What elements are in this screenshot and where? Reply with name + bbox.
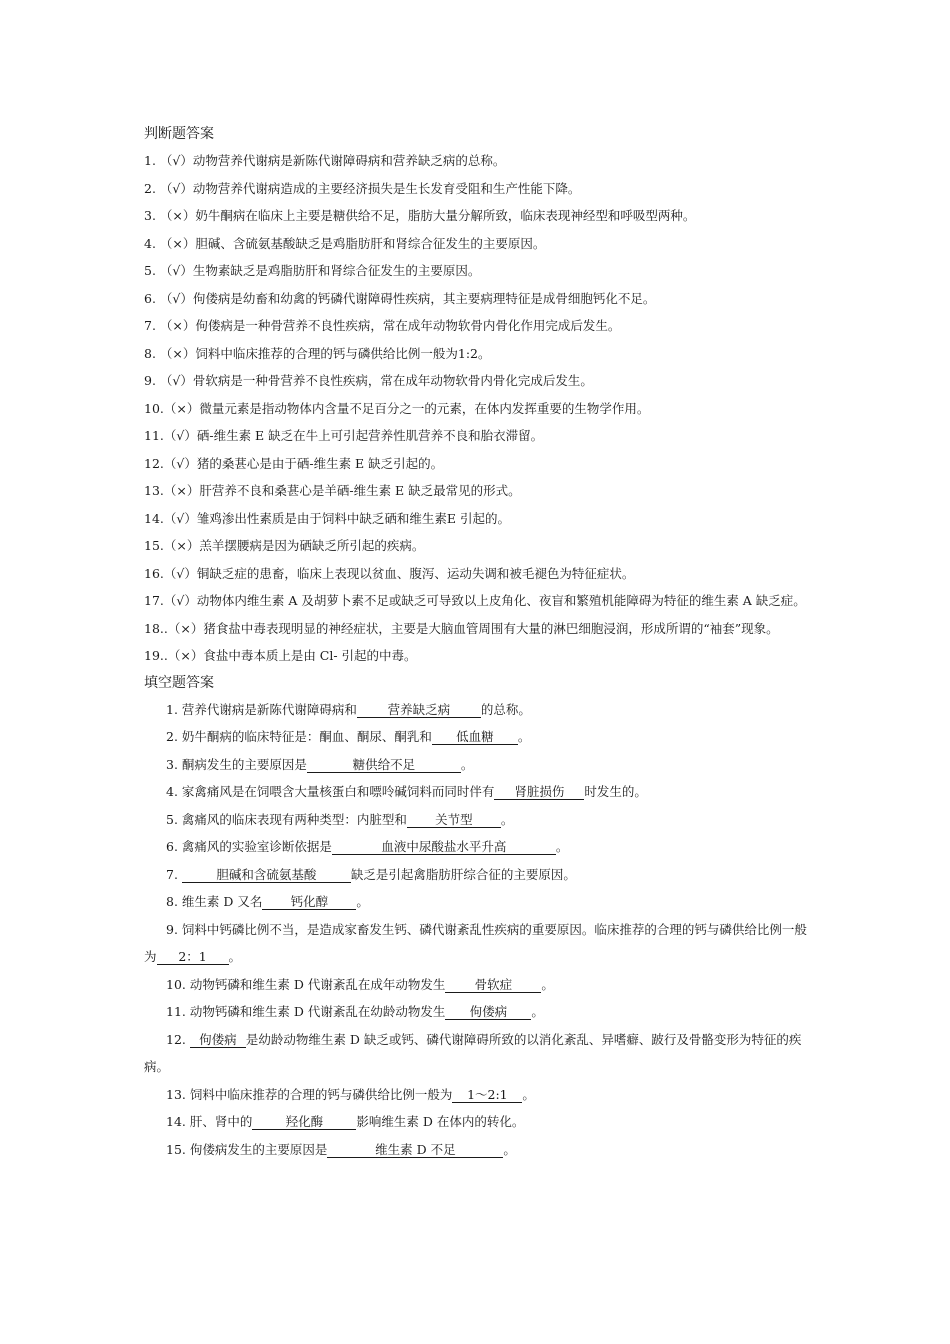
answer-blank: 肾脏损伤 [494, 785, 584, 800]
answer-blank: 营养缺乏病 [357, 703, 481, 718]
judgment-item: 8. （×）饲料中临床推荐的合理的钙与磷供给比例一般为1:2。 [144, 345, 491, 361]
question-text: 。 [356, 894, 369, 909]
fill-item [144, 888, 812, 916]
question-text: 9. 饲料中钙磷比例不当，是造成家畜发生钙、磷代谢紊乱性疾病的重要原因。临床推荐的合理的钙与磷供给比例一般为 [144, 921, 807, 964]
judgment-item: 9. （√）骨软病是一种骨营养不良性疾病，常在成年动物软骨内骨化完成后发生。 [144, 373, 593, 388]
answer-blank: 维生素 D 不足 [327, 1143, 503, 1158]
question-text: 。 [517, 729, 531, 744]
answer-blank: 骨软症 [445, 978, 541, 993]
question-text: 。 [500, 811, 514, 827]
question-text: 13. 饲料中临床推荐的合理的钙与磷供给比例一般为 [166, 1086, 453, 1102]
judgment-item: 15.（×）羔羊摆腰病是因为硒缺乏所引起的疾病。 [144, 538, 425, 553]
judgment-item: 16.（√）铜缺乏症的患畜，临床上表现以贫血、腹泻、运动失调和被毛褪色为特征症状。 [144, 565, 635, 581]
judgment-item: 10.（×）微量元素是指动物体内含量不足百分之一的元素，在体内发挥重要的生物学作用。 [144, 400, 650, 416]
judgment-item: 4. （×）胆碱、含硫氨基酸缺乏是鸡脂肪肝和肾综合征发生的主要原因。 [144, 235, 546, 251]
question-text: 10. 动物钙磷和维生素 D 代谢紊乱在成年动物发生 [166, 976, 446, 992]
fill-item [144, 1026, 812, 1081]
question-text: 5. 禽痛风的临床表现有两种类型：内脏型和 [166, 811, 407, 827]
judgment-item: 18..（×）猪食盐中毒表现明显的神经症状，主要是大脑血管周围有大量的淋巴细胞浸润，形成所谓的“袖套”现象。 [144, 620, 779, 636]
question-text: 。 [531, 1004, 544, 1019]
question-text: 3. 酮病发生的主要原因是 [166, 756, 307, 772]
question-text: 2. 奶牛酮病的临床特征是：酮血、酮尿、酮乳和 [166, 729, 432, 744]
question-text: 1. 营养代谢病是新陈代谢障碍病和 [166, 701, 357, 717]
answer-blank: 关节型 [407, 813, 501, 828]
answer-blank: 1～2:1 [452, 1088, 522, 1103]
judgment-heading: 判断题答案 [144, 126, 214, 142]
question-text: 8. 维生素 D 又名 [166, 894, 263, 909]
question-text: 12. [166, 1031, 190, 1047]
answer-blank: 胆碱和含硫氨基酸 [182, 868, 351, 883]
judgment-item: 12.（√）猪的桑葚心是由于硒-维生素 E 缺乏引起的。 [144, 455, 444, 471]
question-text: 。 [541, 976, 554, 992]
judgment-item: 2. （√）动物营养代谢病造成的主要经济损失是生长发育受阻和生产性能下降。 [144, 180, 581, 196]
judgment-item: 17.（√）动物体内维生素 A 及胡萝卜素不足或缺乏可导致以上皮角化、夜盲和繁殖机能障碍为特征的维生素 A 缺乏症。 [144, 593, 806, 608]
question-text: 7. [166, 866, 182, 882]
judgment-item: 3. （×）奶牛酮病在临床上主要是糖供给不足，脂肪大量分解所致，临床表现神经型和呼吸型两种。 [144, 208, 696, 223]
answer-blank: 糖供给不足 [307, 758, 461, 773]
fill-item [144, 723, 812, 751]
fill-item [144, 1108, 812, 1136]
question-text: 15. 佝偻病发生的主要原因是 [166, 1141, 328, 1157]
judgment-item: 13.（×）肝营养不良和桑葚心是羊硒-维生素 E 缺乏最常见的形式。 [144, 483, 521, 498]
judgment-item: 11.（√）硒-维生素 E 缺乏在牛上可引起营养性肌营养不良和胎衣滞留。 [144, 428, 544, 443]
fill-item [144, 1136, 812, 1164]
fill-item [144, 696, 812, 724]
question-text: 是幼龄动物维生素 D 缺乏或钙、磷代谢障碍所致的以消化紊乱、异嗜癖、跛行及骨骼变形为特征的疾病。 [144, 1031, 802, 1074]
fill-item [144, 751, 812, 779]
answer-blank: 羟化酶 [252, 1115, 356, 1130]
question-text: 14. 肝、肾中的 [166, 1114, 253, 1129]
fill-list [144, 696, 812, 1164]
fill-item [144, 833, 812, 861]
question-text: 。 [503, 1141, 516, 1157]
question-text: 时发生的。 [584, 784, 647, 799]
fill-item [144, 998, 812, 1026]
question-text: 4. 家禽痛风是在饲喂含大量核蛋白和嘌呤碱饲料而同时伴有 [166, 784, 495, 799]
fill-item [144, 1081, 812, 1109]
question-text: 。 [555, 839, 569, 854]
fill-item [144, 806, 812, 834]
document-content [144, 121, 812, 1163]
question-text: 。 [460, 756, 474, 772]
answer-blank: 佝偻病 [445, 1005, 531, 1020]
answer-blank: 佝偻病 [190, 1033, 246, 1048]
question-text: 11. 动物钙磷和维生素 D 代谢紊乱在幼龄动物发生 [166, 1004, 446, 1019]
answer-blank: 2：1 [157, 950, 229, 965]
question-text: 。 [522, 1086, 535, 1102]
question-text: 影响维生素 D 在体内的转化。 [356, 1114, 525, 1129]
judgment-item: 14.（√）雏鸡渗出性素质是由于饲料中缺乏硒和维生素E 引起的。 [144, 510, 510, 526]
question-text: 的总称。 [480, 701, 531, 717]
fill-item [144, 916, 812, 971]
fill-item [144, 971, 812, 999]
question-text: 。 [228, 949, 242, 964]
judgment-item: 7. （×）佝偻病是一种骨营养不良性疾病，常在成年动物软骨内骨化作用完成后发生。 [144, 318, 621, 333]
fill-item [144, 861, 812, 889]
judgment-item: 6. （√）佝偻病是幼畜和幼禽的钙磷代谢障碍性疾病，其主要病理特征是成骨细胞钙化不足。 [144, 290, 656, 306]
fill-heading: 填空题答案 [144, 674, 214, 691]
question-text: 缺乏是引起禽脂肪肝综合征的主要原因。 [350, 866, 576, 882]
answer-blank: 血液中尿酸盐水平升高 [332, 840, 556, 855]
answer-blank: 低血糖 [432, 730, 518, 745]
answer-blank: 钙化醇 [262, 895, 356, 910]
judgment-item: 5. （√）生物素缺乏是鸡脂肪肝和肾综合征发生的主要原因。 [144, 263, 481, 278]
judgment-item: 19..（×）食盐中毒本质上是由 Cl- 引起的中毒。 [144, 648, 417, 663]
question-text: 6. 禽痛风的实验室诊断依据是 [166, 839, 332, 854]
judgment-item: 1. （√）动物营养代谢病是新陈代谢障碍病和营养缺乏病的总称。 [144, 153, 506, 168]
fill-item [144, 778, 812, 806]
judgment-list [144, 147, 812, 670]
